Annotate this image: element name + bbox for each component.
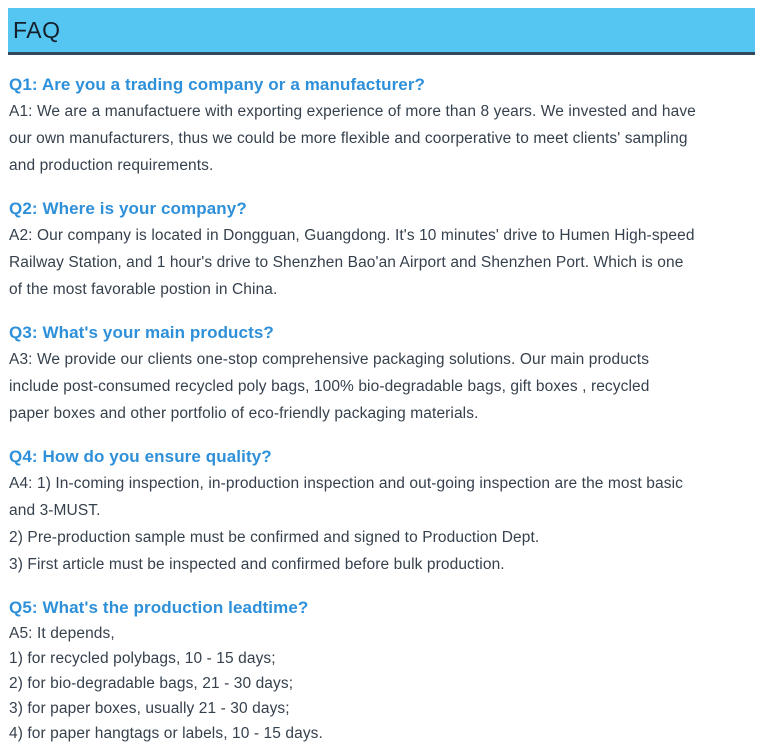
faq-list <box>0 71 765 746</box>
faq-answer-line: of the most favorable postion in China. <box>9 281 278 298</box>
faq-question: Q4: How do you ensure quality? <box>9 447 272 466</box>
faq-answer-line: and production requirements. <box>9 157 214 174</box>
faq-answer-line: 1) for recycled polybags, 10 - 15 days; <box>9 650 276 667</box>
faq-answer-line: and 3-MUST. <box>9 502 101 519</box>
faq-question: Q3: What's your main products? <box>9 323 274 342</box>
faq-answer <box>9 222 757 303</box>
faq-answer-line: Railway Station, and 1 hour's drive to Shenzhen Bao'an Airport and Shenzhen Port. Which is one <box>9 254 684 271</box>
faq-answer <box>9 98 757 179</box>
faq-answer <box>9 470 757 578</box>
faq-section <box>9 443 757 578</box>
faq-answer-line: 2) for bio-degradable bags, 21 - 30 days; <box>9 675 294 692</box>
faq-section <box>9 71 757 179</box>
faq-question: Q1: Are you a trading company or a manufacturer? <box>9 75 426 94</box>
faq-section <box>9 195 757 303</box>
faq-header-bar <box>8 8 755 55</box>
faq-answer-line: A2: Our company is located in Dongguan, Guangdong. It's 10 minutes' drive to Humen High-speed <box>9 227 695 244</box>
faq-answer-line: A5: It depends, <box>9 625 115 642</box>
faq-answer-line: 4) for paper hangtags or labels, 10 - 15 days. <box>9 725 323 742</box>
faq-answer-line: A3: We provide our clients one-stop comprehensive packaging solutions. Our main products <box>9 351 650 368</box>
faq-section <box>9 594 757 746</box>
faq-section <box>9 319 757 427</box>
faq-answer-line: our own manufacturers, thus we could be more flexible and coorperative to meet clients' sampling <box>9 130 688 147</box>
faq-answer-line: A4: 1) In-coming inspection, in-production inspection and out-going inspection are the most basic <box>9 475 683 492</box>
faq-answer <box>9 621 757 746</box>
page-title: FAQ <box>13 16 61 43</box>
faq-answer <box>9 346 757 427</box>
faq-answer-line: 3) for paper boxes, usually 21 - 30 days; <box>9 700 290 717</box>
faq-answer-line: A1: We are a manufactuere with exporting experience of more than 8 years. We invested and have <box>9 103 696 120</box>
faq-answer-line: include post-consumed recycled poly bags, 100% bio-degradable bags, gift boxes , recycled <box>9 378 650 395</box>
faq-question: Q5: What's the production leadtime? <box>9 598 309 617</box>
faq-answer-line: 3) First article must be inspected and confirmed before bulk production. <box>9 556 505 573</box>
faq-answer-line: 2) Pre-production sample must be confirmed and signed to Production Dept. <box>9 529 540 546</box>
faq-question: Q2: Where is your company? <box>9 199 247 218</box>
faq-answer-line: paper boxes and other portfolio of eco-friendly packaging materials. <box>9 405 479 422</box>
